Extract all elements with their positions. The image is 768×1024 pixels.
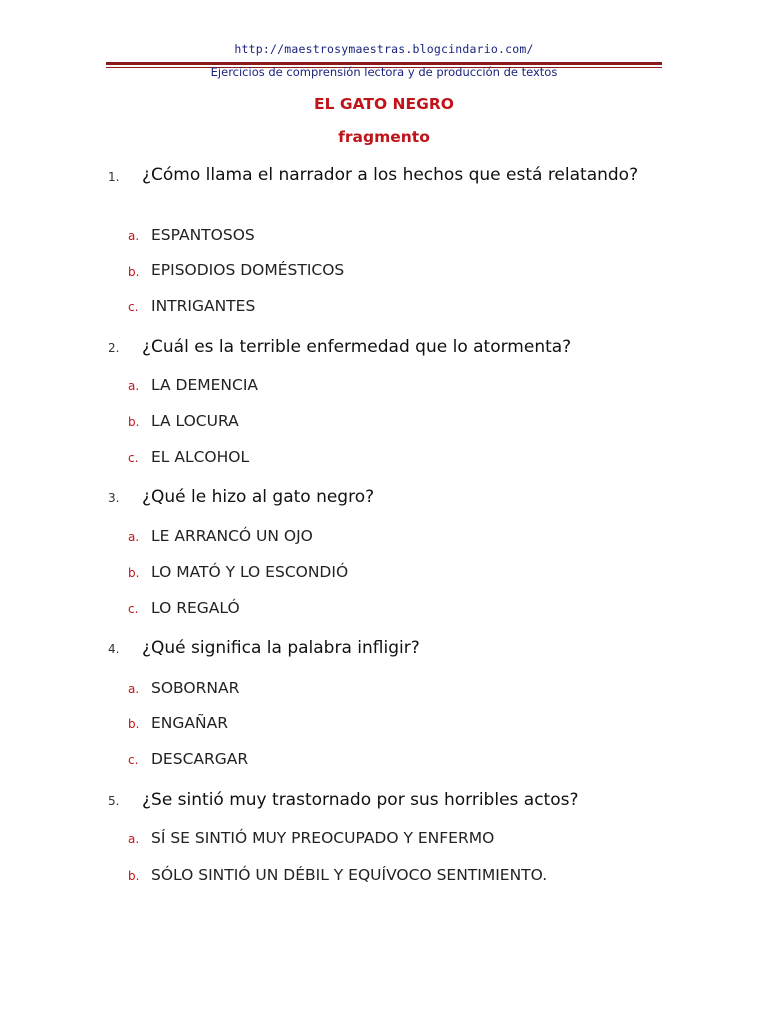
option-letter: a. <box>128 530 140 544</box>
header-subtitle: Ejercicios de comprensión lectora y de producción de textos <box>210 65 558 79</box>
question-text: ¿Cuál es la terrible enfermedad que lo atormenta? <box>142 337 572 357</box>
option-letter: a. <box>128 832 140 846</box>
option-text: LA LOCURA <box>151 412 239 430</box>
document-subtitle: fragmento <box>338 128 430 146</box>
question-number: 1. <box>108 170 120 184</box>
option-letter: a. <box>128 229 140 243</box>
option-letter: b. <box>128 415 140 429</box>
document-title: EL GATO NEGRO <box>314 95 454 113</box>
option-letter: b. <box>128 265 140 279</box>
option-text: SÍ SE SINTIÓ MUY PREOCUPADO Y ENFERMO <box>151 829 495 847</box>
option-letter: b. <box>128 717 140 731</box>
option-text: ENGAÑAR <box>151 714 228 732</box>
option-text: DESCARGAR <box>151 750 249 768</box>
question-number: 4. <box>108 642 120 656</box>
option-text: LA DEMENCIA <box>151 376 259 394</box>
option-letter: b. <box>128 566 140 580</box>
option-letter: b. <box>128 869 140 883</box>
question-text: ¿Qué significa la palabra infligir? <box>142 638 420 658</box>
option-letter: c. <box>128 602 139 616</box>
header-url[interactable]: http://maestrosymaestras.blogcindario.com/ <box>234 42 534 56</box>
question-number: 5. <box>108 794 120 808</box>
question-text: ¿Qué le hizo al gato negro? <box>142 487 375 507</box>
question-text: ¿Cómo llama el narrador a los hechos que está relatando? <box>142 165 639 185</box>
option-letter: c. <box>128 451 139 465</box>
option-text: EL ALCOHOL <box>151 448 250 466</box>
option-text: LO MATÓ Y LO ESCONDIÓ <box>151 563 349 581</box>
option-text: LO REGALÓ <box>151 599 240 617</box>
option-letter: c. <box>128 300 139 314</box>
option-text: EPISODIOS DOMÉSTICOS <box>151 261 345 279</box>
option-text: SÓLO SINTIÓ UN DÉBIL Y EQUÍVOCO SENTIMIENTO. <box>151 866 548 884</box>
option-text: LE ARRANCÓ UN OJO <box>151 527 313 545</box>
question-number: 3. <box>108 491 120 505</box>
option-text: SOBORNAR <box>151 679 240 697</box>
option-text: ESPANTOSOS <box>151 226 255 244</box>
question-number: 2. <box>108 341 120 355</box>
question-text: ¿Se sintió muy trastornado por sus horribles actos? <box>142 790 579 810</box>
option-letter: a. <box>128 379 140 393</box>
option-letter: a. <box>128 682 140 696</box>
option-text: INTRIGANTES <box>151 297 256 315</box>
option-letter: c. <box>128 753 139 767</box>
